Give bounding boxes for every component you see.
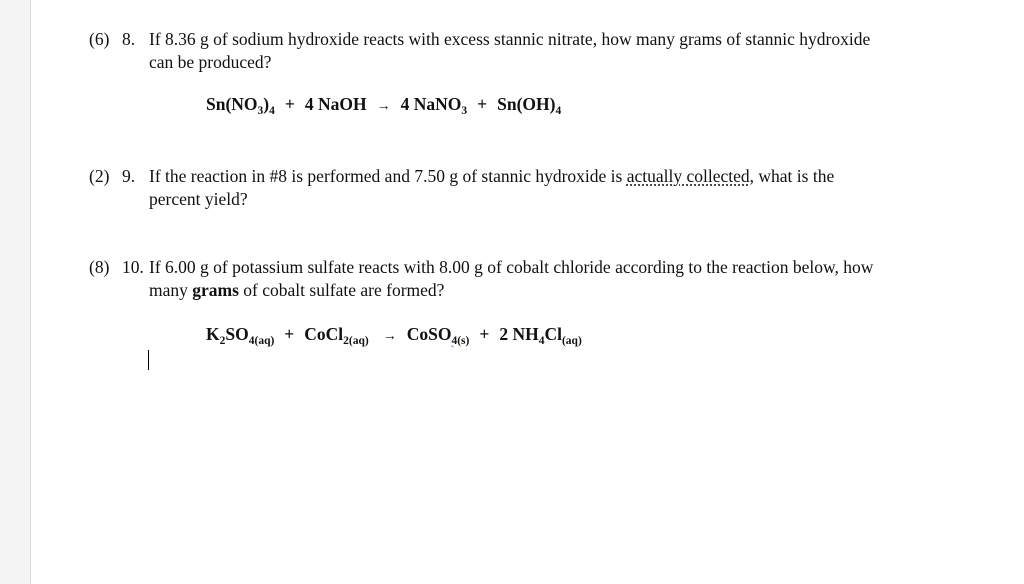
eq1-reactant-2: 4 NaOH xyxy=(304,94,367,114)
chemical-equation-1 xyxy=(206,94,561,115)
left-margin-gutter xyxy=(0,0,31,584)
question-text-line-1: If the reaction in #8 is performed and 7.50 g of stannic hydroxide is actually collected, what is the xyxy=(149,166,835,186)
question-number: 9. xyxy=(122,166,136,186)
grammar-flagged-text[interactable]: actually collected xyxy=(626,166,750,186)
question-8 xyxy=(89,28,989,74)
eq2-reactant-1: $K_2SO_{4(aq)}$ xyxy=(206,324,275,347)
question-text-line-2: many grams of cobalt sulfate are formed? xyxy=(149,280,445,300)
question-points: (8) xyxy=(89,257,110,277)
eq1-reactant-1: $Sn(NO_3)_4$ xyxy=(206,94,275,117)
eq2-product-2: 2 $NH_4Cl_{(aq)}$ xyxy=(499,324,582,347)
question-9 xyxy=(89,165,989,211)
eq2-plus-2: + xyxy=(479,324,490,344)
question-10 xyxy=(89,256,989,302)
eq1-arrow: → xyxy=(376,99,391,114)
text-cursor xyxy=(148,350,149,370)
eq1-product-1: 4 NaNO$_3$ xyxy=(400,94,468,117)
eq1-product-2: $Sn(OH)_4$ xyxy=(497,94,562,117)
eq2-reactant-2: CoCl$_{2(aq)}$ xyxy=(304,324,369,347)
chemical-equation-2 xyxy=(206,324,582,345)
question-text-line-2: percent yield? xyxy=(149,189,248,209)
eq1-plus-2: + xyxy=(477,94,488,114)
eq2-arrow: → xyxy=(382,329,397,344)
question-number: 10. xyxy=(122,257,144,277)
eq2-plus-1: + xyxy=(284,324,295,344)
question-number: 8. xyxy=(122,29,136,49)
question-text-line-2: can be produced? xyxy=(149,52,272,72)
question-points: (2) xyxy=(89,166,110,186)
question-text-line-1: If 6.00 g of potassium sulfate reacts with 8.00 g of cobalt chloride according to the reaction below, how xyxy=(149,257,874,277)
eq2-product-1: CoSO$_{4(s)}$ xyxy=(406,324,470,347)
question-text-line-1: If 8.36 g of sodium hydroxide reacts with excess stannic nitrate, how many grams of stannic hydroxide xyxy=(149,29,871,49)
eq1-plus-1: + xyxy=(284,94,295,114)
question-points: (6) xyxy=(89,29,110,49)
